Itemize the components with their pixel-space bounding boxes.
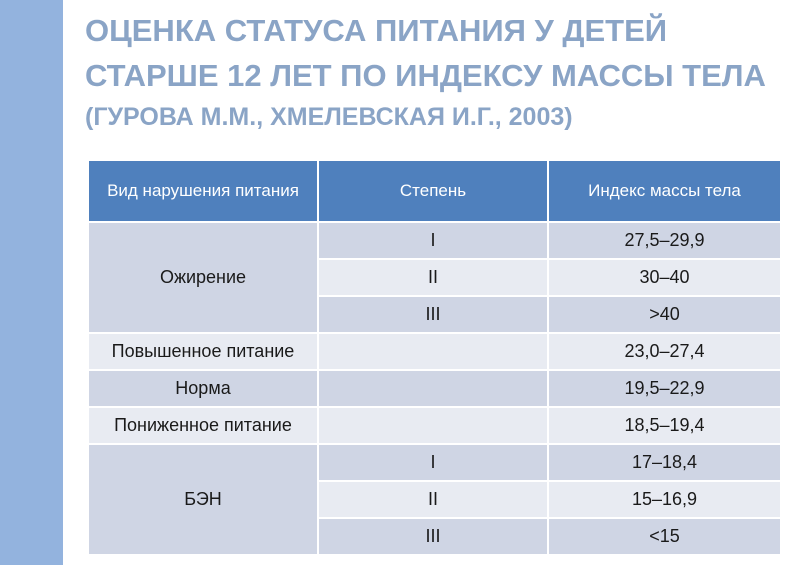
row-label-over: Повышенное питание — [88, 333, 318, 370]
cell-bmi: 19,5–22,9 — [548, 370, 781, 407]
header-type: Вид нарушения питания — [88, 160, 318, 222]
cell-degree: II — [318, 259, 548, 296]
cell-bmi: 23,0–27,4 — [548, 333, 781, 370]
header-bmi: Индекс массы тела — [548, 160, 781, 222]
table-row — [88, 370, 781, 407]
slide-title — [85, 8, 785, 136]
cell-degree: III — [318, 518, 548, 555]
cell-degree — [318, 407, 548, 444]
cell-degree: II — [318, 481, 548, 518]
table-row — [88, 222, 781, 259]
header-degree: Степень — [318, 160, 548, 222]
table-row — [88, 407, 781, 444]
cell-degree: I — [318, 444, 548, 481]
cell-degree — [318, 370, 548, 407]
cell-bmi: >40 — [548, 296, 781, 333]
row-label-norm: Норма — [88, 370, 318, 407]
table-row — [88, 333, 781, 370]
cell-bmi: <15 — [548, 518, 781, 555]
cell-bmi: 15–16,9 — [548, 481, 781, 518]
title-line-2: СТАРШЕ 12 ЛЕТ ПО ИНДЕКСУ МАССЫ ТЕЛА — [85, 58, 766, 93]
left-accent-bar — [0, 0, 63, 565]
table-row — [88, 444, 781, 481]
table-header-row — [88, 160, 781, 222]
title-citation: (ГУРОВА М.М., ХМЕЛЕВСКАЯ И.Г., 2003) — [85, 103, 573, 131]
title-line-1: ОЦЕНКА СТАТУСА ПИТАНИЯ У ДЕТЕЙ — [85, 13, 668, 48]
cell-degree — [318, 333, 548, 370]
row-label-obesity: Ожирение — [88, 222, 318, 333]
bmi-table — [87, 159, 782, 556]
row-label-under: Пониженное питание — [88, 407, 318, 444]
cell-bmi: 27,5–29,9 — [548, 222, 781, 259]
cell-bmi: 17–18,4 — [548, 444, 781, 481]
cell-bmi: 18,5–19,4 — [548, 407, 781, 444]
cell-bmi: 30–40 — [548, 259, 781, 296]
row-label-ben: БЭН — [88, 444, 318, 555]
cell-degree: I — [318, 222, 548, 259]
cell-degree: III — [318, 296, 548, 333]
